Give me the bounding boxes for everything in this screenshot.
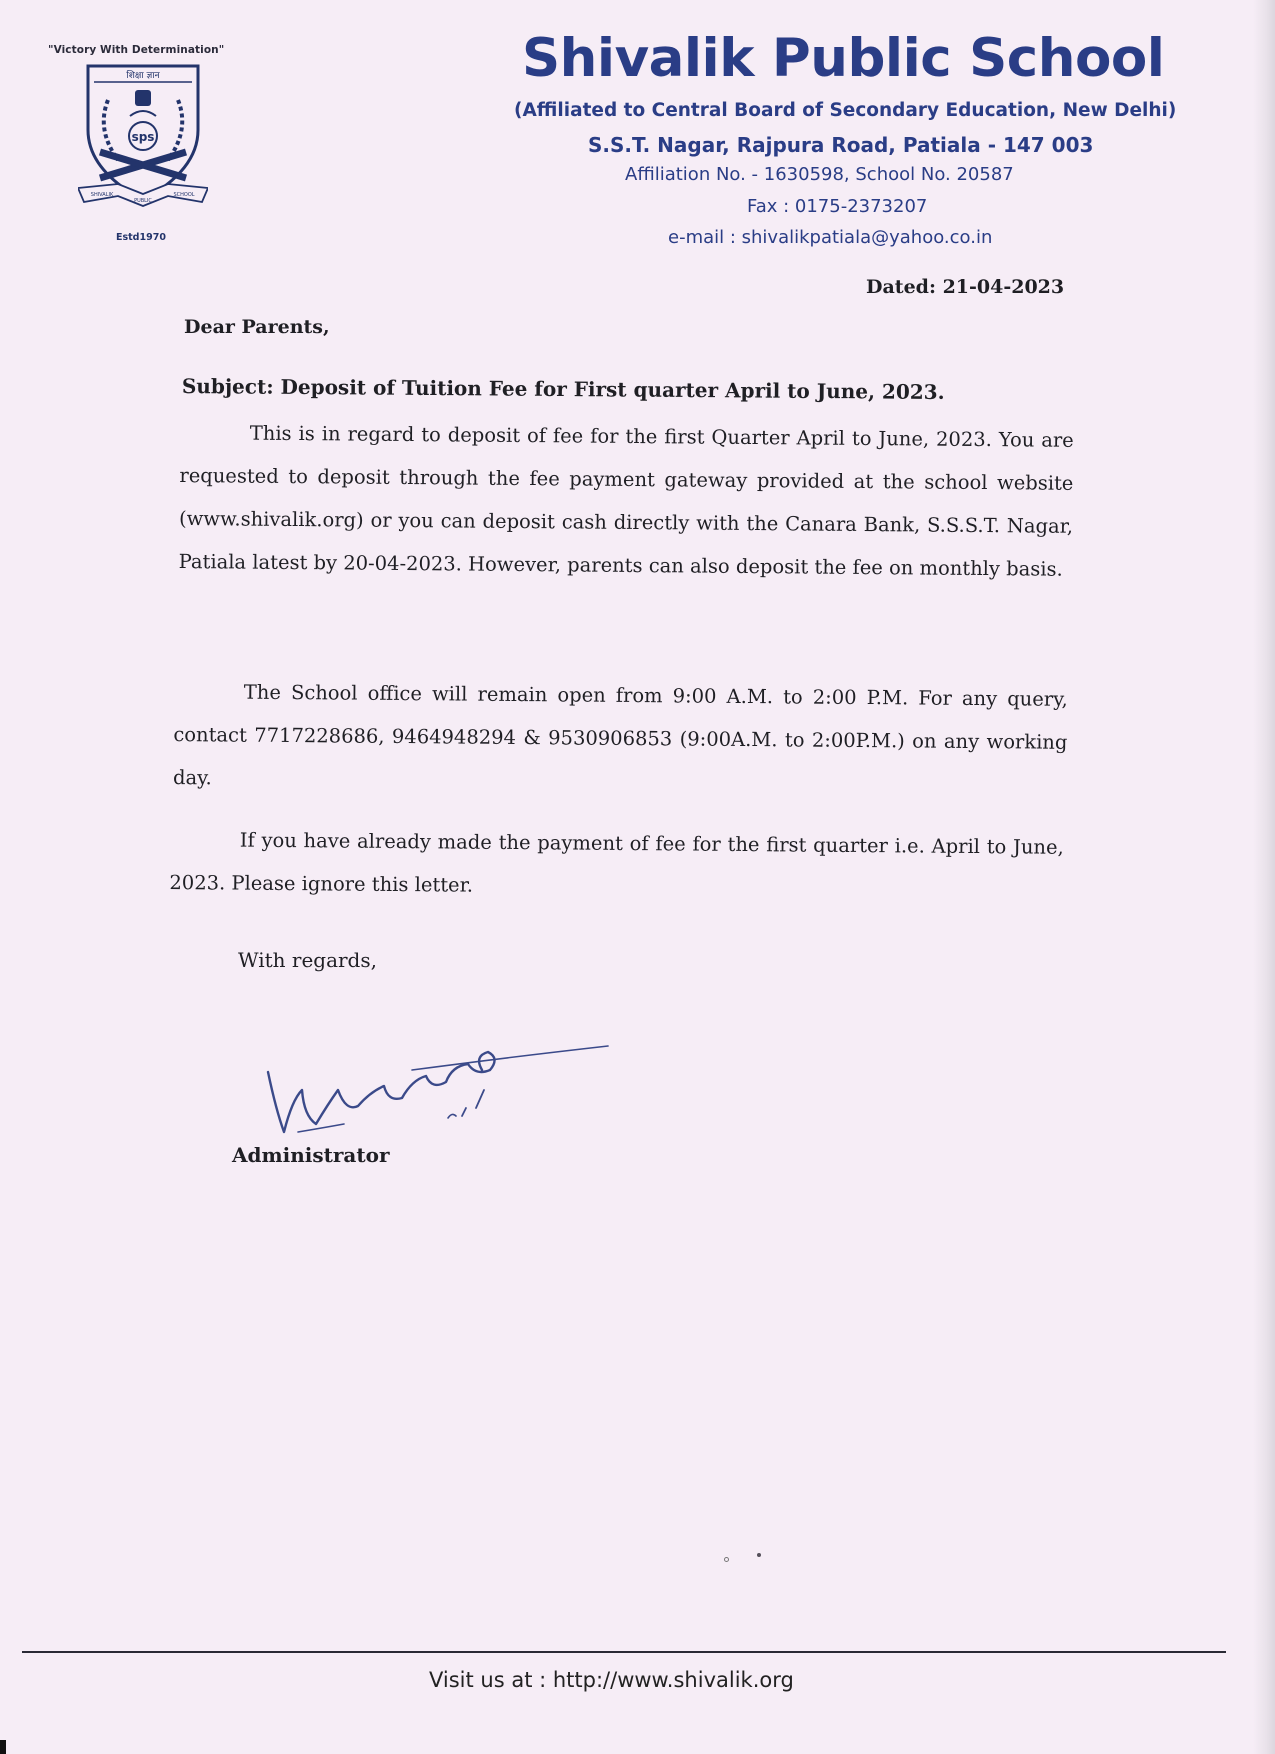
- paragraph-2-text: The School office will remain open from 9:00 A.M. to 2:00 P.M. For any query, contact 7717228686, 9464948294 & 9530906853 (9:00A.M. to 2:00P.M.) on any working day.: [172, 680, 1068, 790]
- closing-regards: With regards,: [238, 948, 377, 972]
- scan-edge-shadow: [1253, 0, 1275, 1754]
- letter-date: Dated: 21-04-2023: [866, 276, 1065, 298]
- paragraph-1-text: This is in regard to deposit of fee for the first Quarter April to June, 2023. You are requested to deposit through the fee payment gateway provided at the school website (www.shivalik.org) or you can deposit cash directly with the Canara Bank, S.S.S.T. Nagar, Patiala latest by 20-04-2023. However, parents can also deposit the fee on monthly basis.: [178, 421, 1074, 581]
- affiliation-number: Affiliation No. - 1630598, School No. 20587: [625, 164, 1014, 185]
- school-name-title: Shivalik Public School: [522, 28, 1165, 89]
- footer-divider: [22, 1651, 1226, 1653]
- crest-ribbon-center: PUBLIC: [134, 198, 152, 204]
- established-year: Estd1970: [116, 232, 166, 243]
- affiliation-board: (Affiliated to Central Board of Secondary Education, New Delhi): [514, 100, 1177, 121]
- school-crest-logo: [78, 60, 208, 210]
- signatory-title: Administrator: [232, 1143, 390, 1167]
- letter-subject: Subject: Deposit of Tuition Fee for First quarter April to June, 2023.: [181, 374, 945, 404]
- body-paragraph-3: [169, 818, 1064, 912]
- crest-banner-text: शिक्षा ज्ञान: [126, 71, 160, 81]
- paragraph-3-text: If you have already made the payment of fee for the first quarter i.e. April to June, 2023. Please ignore this letter.: [169, 828, 1064, 897]
- scan-corner-mark: [0, 1740, 6, 1754]
- school-motto: "Victory With Determination": [48, 44, 225, 56]
- scan-speck: [757, 1553, 761, 1557]
- salutation: Dear Parents,: [184, 316, 330, 338]
- fax-number: Fax : 0175-2373207: [747, 196, 928, 217]
- school-email: e-mail : shivalikpatiala@yahoo.co.in: [668, 227, 993, 248]
- school-address: S.S.T. Nagar, Rajpura Road, Patiala - 147 003: [588, 133, 1094, 157]
- body-paragraph-1: [178, 411, 1073, 591]
- crest-ribbon-left: SHIVALIK: [90, 192, 114, 198]
- footer-website: Visit us at : http://www.shivalik.org: [429, 1668, 794, 1692]
- crest-ribbon-right: SCHOOL: [173, 192, 195, 198]
- body-paragraph-2: [173, 670, 1068, 807]
- crest-monogram: sps: [131, 130, 155, 144]
- scan-speck: [724, 1557, 729, 1562]
- handwritten-signature: [262, 1020, 622, 1140]
